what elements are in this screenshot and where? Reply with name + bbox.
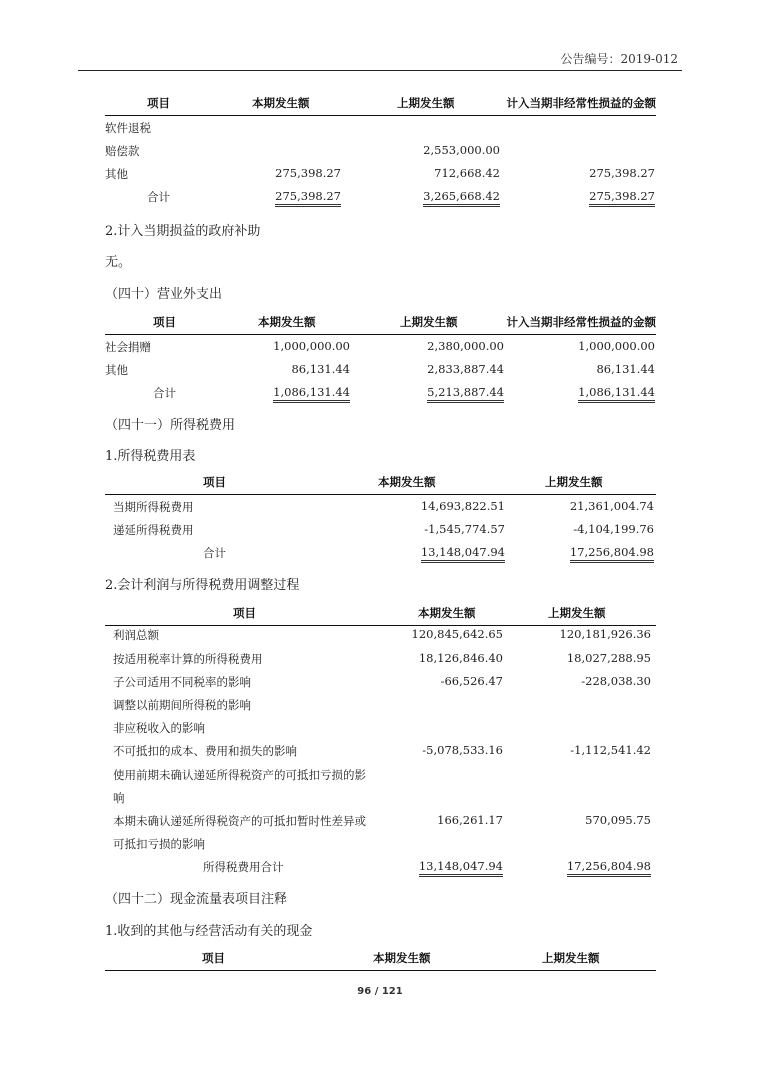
header-previous: 上期发生额 <box>542 951 600 965</box>
header-rule <box>78 70 682 71</box>
table-header <box>105 603 656 626</box>
section-40-title: （四十）营业外支出 <box>105 287 223 302</box>
table-row: 赔偿款 2,553,000.00 <box>105 143 500 158</box>
header-nonrecurring: 计入当期非经常性损益的金额 <box>506 315 656 329</box>
table-row: 不可抵扣的成本、费用和损失的影响 -5,078,533.16 -1,112,541.42 <box>113 743 651 758</box>
table-header <box>105 472 656 495</box>
table-row: 本期未确认递延所得税资产的可抵扣暂时性差异或 166,261.17 570,095.75 <box>113 813 651 828</box>
operating-cash-received-table <box>105 948 656 972</box>
table-row: 利润总额 120,845,642.65 120,181,926.36 <box>113 627 651 642</box>
header-item: 项目 <box>233 606 256 620</box>
header-current: 本期发生额 <box>258 315 316 329</box>
header-previous: 上期发生额 <box>397 96 455 110</box>
table-row: 非应税收入的影响 <box>113 721 205 735</box>
header-item: 项目 <box>147 96 170 110</box>
header-current: 本期发生额 <box>418 606 476 620</box>
tax-reconciliation-table <box>105 603 656 876</box>
table-row: 响 <box>113 791 125 805</box>
table-row: 可抵扣亏损的影响 <box>113 837 205 851</box>
table-row: 按适用税率计算的所得税费用 18,126,846.40 18,027,288.95 <box>113 651 651 666</box>
table-row: 调整以前期间所得税的影响 <box>113 698 251 712</box>
header-item: 项目 <box>153 315 176 329</box>
paragraph-none: 无。 <box>105 255 132 270</box>
table-header <box>105 948 656 971</box>
table-total-row: 合计 1,086,131.44 5,213,887.44 1,086,131.44 <box>105 385 656 405</box>
header-item: 项目 <box>202 951 225 965</box>
section-42-1-title: 1.收到的其他与经营活动有关的现金 <box>105 924 313 939</box>
non-operating-income-table <box>105 93 656 210</box>
section-41-2-title: 2.会计利润与所得税费用调整过程 <box>105 578 300 593</box>
table-row: 使用前期未确认递延所得税资产的可抵扣亏损的影 <box>113 768 366 782</box>
header-previous: 上期发生额 <box>548 606 606 620</box>
header-previous: 上期发生额 <box>400 315 458 329</box>
table-row: 其他 275,398.27 712,668.42 275,398.27 <box>105 166 655 181</box>
header-current: 本期发生额 <box>252 96 310 110</box>
section-41-title: （四十一）所得税费用 <box>105 418 236 433</box>
header-nonrecurring: 计入当期非经常性损益的金额 <box>506 96 656 110</box>
table-header <box>105 312 656 335</box>
table-row: 其他 86,131.44 2,833,887.44 86,131.44 <box>105 362 655 377</box>
income-tax-expense-table <box>105 472 656 567</box>
header-current: 本期发生额 <box>378 475 436 489</box>
table-row: 递延所得税费用 -1,545,774.57 -4,104,199.76 <box>113 522 654 537</box>
table-row: 当期所得税费用 14,693,822.51 21,361,004.74 <box>113 499 654 514</box>
table-row: 社会捐赠 1,000,000.00 2,380,000.00 1,000,000.00 <box>105 339 655 354</box>
section-42-title: （四十二）现金流量表项目注释 <box>105 892 288 907</box>
section-gov-subsidy: 2.计入当期损益的政府补助 <box>105 224 261 239</box>
announcement-number: 公告编号：2019-012 <box>560 52 678 66</box>
table-total-row: 所得税费用合计 13,148,047.94 17,256,804.98 <box>105 859 656 879</box>
table-total-row: 合计 13,148,047.94 17,256,804.98 <box>105 545 656 565</box>
table-header <box>105 93 656 116</box>
non-operating-expense-table <box>105 312 656 408</box>
header-item: 项目 <box>203 475 226 489</box>
section-41-1-title: 1.所得税费用表 <box>105 449 196 464</box>
header-previous: 上期发生额 <box>545 475 603 489</box>
table-total-row: 合计 275,398.27 3,265,668.42 275,398.27 <box>105 189 656 209</box>
table-row: 软件退税 <box>105 121 151 135</box>
header-current: 本期发生额 <box>373 951 431 965</box>
page-number: 96 / 121 <box>357 986 403 997</box>
table-row: 子公司适用不同税率的影响 -66,526.47 -228,038.30 <box>113 674 651 689</box>
